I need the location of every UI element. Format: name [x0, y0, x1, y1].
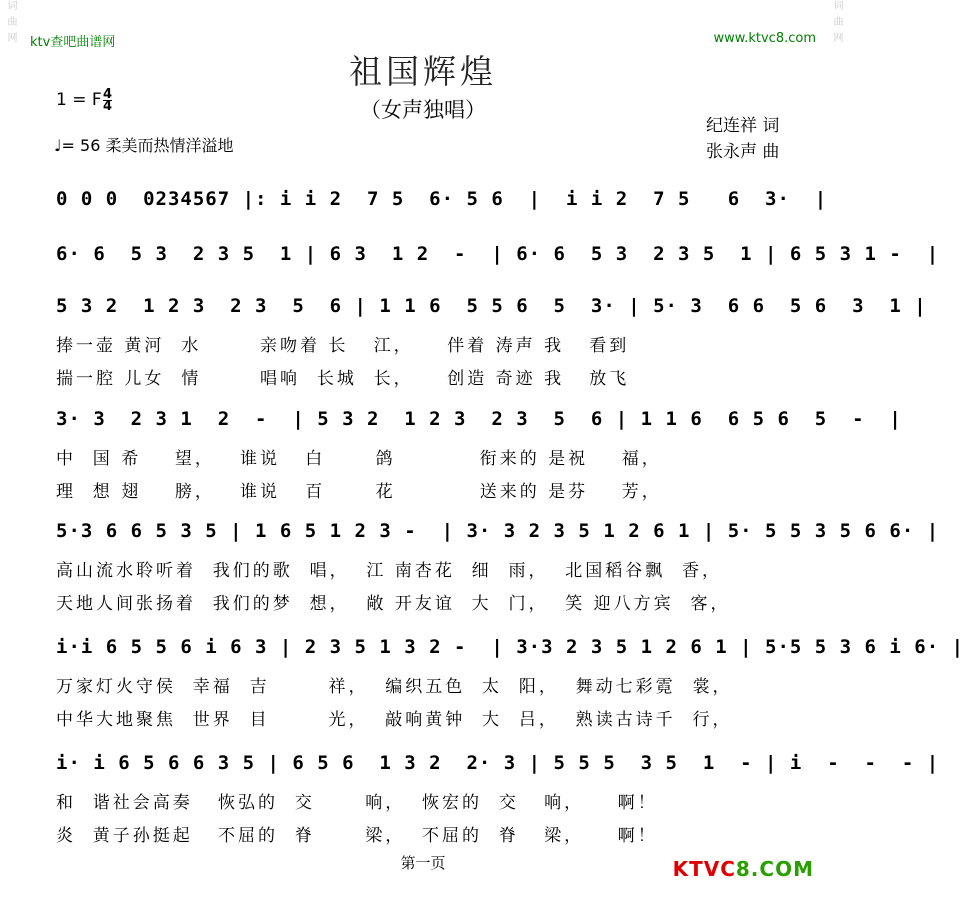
- lyric-line: 中 国 希 望， 谁说 白 鸽 衔来的 是祝 福，: [56, 449, 662, 469]
- logo-part: 8.COM: [735, 857, 814, 881]
- lyric-line: 天地人间张扬着 我们的梦 想， 敞 开友谊 大 门， 笑 迎八方宾 客，: [56, 594, 731, 614]
- score-system: [56, 520, 940, 560]
- watermark-right: [828, 0, 844, 48]
- notation-line: 0 0 0 0234567 |: i i 2 7 5 6· 5 6 | i i 2 7 5 6 3· |: [56, 188, 828, 210]
- watermark-text: 词曲网: [5, 0, 16, 48]
- score-system: [56, 752, 940, 792]
- notation-line: 3· 3 2 3 1 2 - | 5 3 2 1 2 3 2 3 5 6 | 1 1 6 6 5 6 5 - |: [56, 408, 902, 430]
- notation-line: 5·3 6 6 5 3 5 | 1 6 5 1 2 3 - | 3· 3 2 3 5 1 2 6 1 | 5· 5 5 3 5 6 6· |: [56, 520, 940, 542]
- tempo-marking: ♩= 56 柔美而热情洋溢地: [54, 136, 234, 155]
- song-title: 祖国辉煌: [349, 52, 497, 91]
- lyricist-credit: 纪连祥 词: [706, 116, 780, 136]
- notation-line: i·i 6 5 5 6 i 6 3 | 2 3 5 1 3 2 - | 3·3 2 3 5 1 2 6 1 | 5·5 5 3 6 i 6· |: [56, 636, 964, 658]
- score-system: [56, 636, 964, 676]
- score-system: [56, 408, 902, 448]
- watermark-left: [2, 0, 18, 48]
- lyric-line: 和 谐社会高奏 恢弘的 交 响， 恢宏的 交 响， 啊！: [56, 793, 658, 813]
- lyric-line: 捧一壶 黄河 水 亲吻着 长 江， 伴着 涛声 我 看到: [56, 336, 630, 356]
- page-number: 第一页: [400, 854, 446, 872]
- composer-credit: 张永声 曲: [706, 142, 780, 162]
- lyric-line: 万家灯火守侯 幸福 吉 祥， 编织五色 太 阳， 舞动七彩霓 裳，: [56, 677, 733, 697]
- logo-part: KTVC: [672, 857, 736, 881]
- lyric-line: 揣一腔 儿女 情 唱响 长城 长， 创造 奇迹 我 放飞: [56, 369, 630, 389]
- lyric-line: 中华大地聚焦 世界 目 光， 敲响黄钟 大 吕， 熟读古诗千 行，: [56, 710, 733, 730]
- watermark-text: 词曲网: [831, 0, 842, 48]
- score-system: [56, 188, 828, 228]
- notation-line: i· i 6 5 6 6 3 5 | 6 5 6 1 3 2 2· 3 | 5 5 5 3 5 1 - | i - - - |: [56, 752, 940, 774]
- notation-line: 5 3 2 1 2 3 2 3 5 6 | 1 1 6 5 5 6 5 3· | 5· 3 6 6 5 6 3 1 |: [56, 295, 927, 317]
- lyric-line: 炎 黄子孙挺起 不屈的 脊 梁， 不屈的 脊 梁， 啊！: [56, 826, 658, 846]
- site-logo: [673, 857, 814, 881]
- key-signature: 1 = F: [56, 90, 102, 110]
- notation-line: 6· 6 5 3 2 3 5 1 | 6 3 1 2 - | 6· 6 5 3 2 3 5 1 | 6 5 3 1 - |: [56, 243, 940, 265]
- score-system: [56, 243, 940, 283]
- site-name-left[interactable]: ktv查吧曲谱网: [30, 35, 116, 50]
- time-signature: [103, 89, 112, 112]
- score-system: [56, 295, 927, 335]
- site-url-right[interactable]: www.ktvc8.com: [713, 31, 816, 46]
- lyric-line: 高山流水聆听着 我们的歌 唱， 江 南杏花 细 雨， 北国稻谷飘 香，: [56, 561, 723, 581]
- time-top: 4: [103, 87, 113, 102]
- time-bottom: 4: [103, 99, 113, 114]
- lyric-line: 理 想 翅 膀， 谁说 百 花 送来的 是芬 芳，: [56, 482, 662, 502]
- song-subtitle: （女声独唱）: [360, 98, 486, 122]
